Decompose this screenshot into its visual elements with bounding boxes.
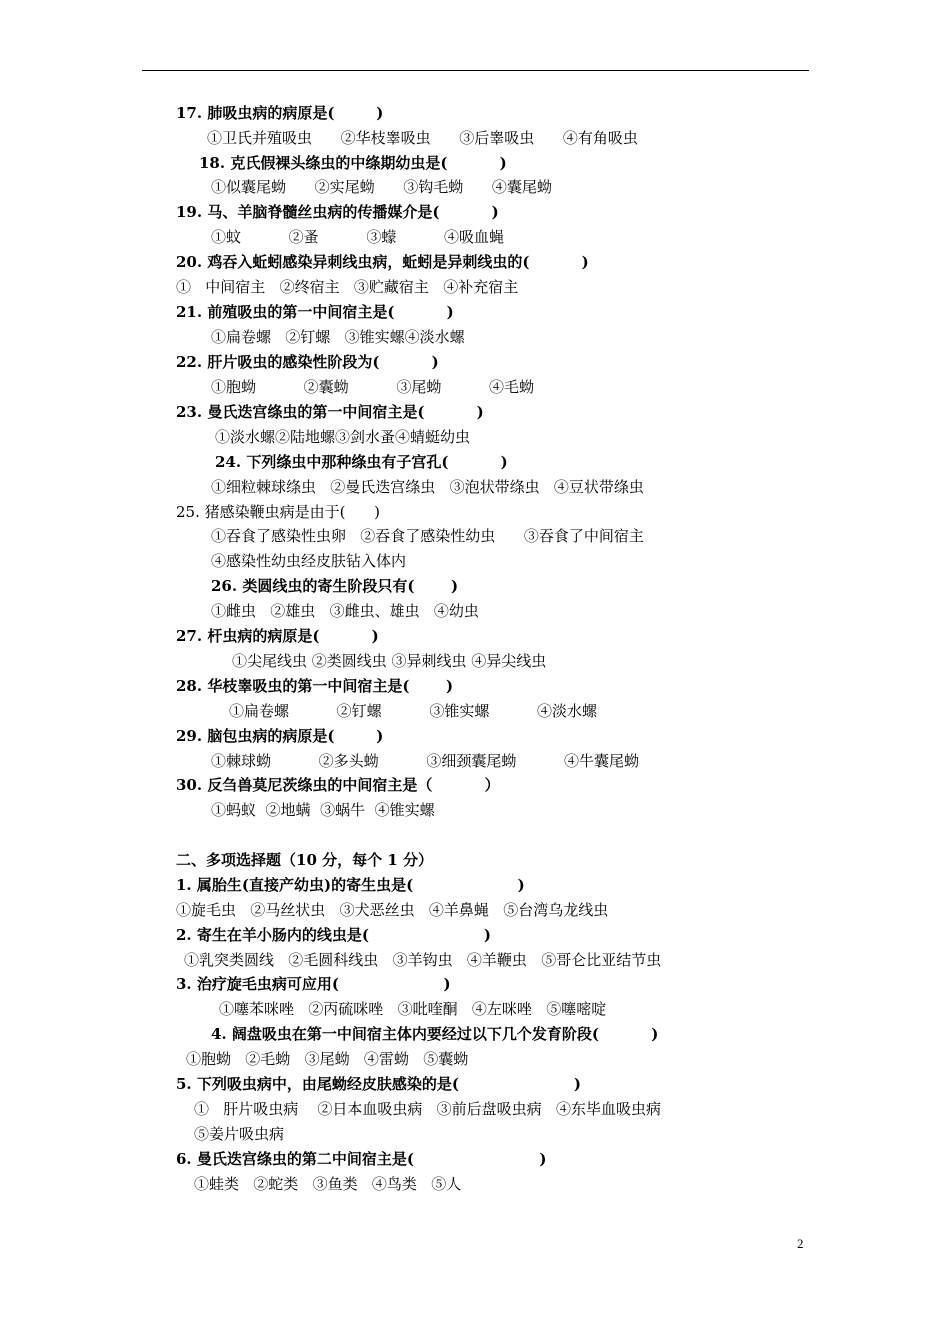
mq-1-options: ①旋毛虫 ②马丝状虫 ③犬恶丝虫 ④羊鼻蝇 ⑤台湾乌龙线虫 xyxy=(176,901,609,919)
options-19: ①蚊 ②蚤 ③蠓 ④吸血蝇 xyxy=(211,228,505,246)
options-18: ①似囊尾蚴 ②实尾蚴 ③钩毛蚴 ④囊尾蚴 xyxy=(211,178,552,196)
mq-5-options-cont: ⑤姜片吸虫病 xyxy=(194,1125,285,1143)
options-22: ①胞蚴 ②囊蚴 ③尾蚴 ④毛蚴 xyxy=(211,378,535,396)
page-number: 2 xyxy=(797,1236,804,1251)
options-26: ①雌虫 ②雄虫 ③雌虫、雄虫 ④幼虫 xyxy=(211,602,479,620)
question-18: 18. 克氏假裸头绦虫的中绦期幼虫是( ) xyxy=(199,154,507,172)
question-25: 25. 猪感染鞭虫病是由于( ) xyxy=(176,503,380,521)
options-29: ①棘球蚴 ②多头蚴 ③细颈囊尾蚴 ④牛囊尾蚴 xyxy=(211,752,640,770)
mq-4-options: ①胞蚴 ②毛蚴 ③尾蚴 ④雷蚴 ⑤囊蚴 xyxy=(186,1050,469,1068)
options-30: ①蚂蚁 ②地螨 ③蜗牛 ④锥实螺 xyxy=(211,801,435,819)
options-24: ①细粒棘球绦虫 ②曼氏迭宫绦虫 ③泡状带绦虫 ④豆状带绦虫 xyxy=(211,478,644,496)
mq-5: 5. 下列吸虫病中，由尾蚴经皮肤感染的是( ) xyxy=(176,1075,581,1093)
mq-6: 6. 曼氏迭宫绦虫的第二中间宿主是( ) xyxy=(176,1150,547,1168)
question-28: 28. 华枝睾吸虫的第一中间宿主是( ) xyxy=(176,677,454,695)
mq-2-options: ①乳突类圆线 ②毛圆科线虫 ③羊钩虫 ④羊鞭虫 ⑤哥仑比亚结节虫 xyxy=(184,951,662,969)
options-23: ①淡水螺②陆地螺③剑水蚤④蜻蜓幼虫 xyxy=(215,428,471,446)
section2-title: 二、多项选择题（10 分，每个 1 分） xyxy=(176,851,433,869)
question-24: 24. 下列绦虫中那种绦虫有子宫孔( ) xyxy=(215,453,508,471)
mq-1: 1. 属胎生(直接产幼虫)的寄生虫是( ) xyxy=(176,876,525,894)
mq-6-options: ①蛙类 ②蛇类 ③鱼类 ④鸟类 ⑤人 xyxy=(194,1175,462,1193)
options-28: ①扁卷螺 ②钉螺 ③锥实螺 ④淡水螺 xyxy=(229,702,598,720)
question-19: 19. 马、羊脑脊髓丝虫病的传播媒介是( ) xyxy=(176,203,499,221)
question-22: 22. 肝片吸虫的感染性阶段为( ) xyxy=(176,353,439,371)
header-rule xyxy=(142,70,809,71)
mq-5-options: ① 肝片吸虫病 ②日本血吸虫病 ③前后盘吸虫病 ④东毕血吸虫病 xyxy=(194,1100,661,1118)
mq-3: 3. 治疗旋毛虫病可应用( ) xyxy=(176,975,451,993)
mq-4: 4. 阔盘吸虫在第一中间宿主体内要经过以下几个发育阶段( ) xyxy=(211,1025,659,1043)
question-27: 27. 杆虫病的病原是( ) xyxy=(176,627,379,645)
question-17: 17. 肺吸虫病的病原是( ) xyxy=(176,104,384,122)
question-30: 30. 反刍兽莫尼茨绦虫的中间宿主是（ ） xyxy=(176,776,500,794)
options-25-cont: ④感染性幼虫经皮肤钻入体内 xyxy=(211,552,407,570)
question-23: 23. 曼氏迭宫绦虫的第一中间宿主是( ) xyxy=(176,403,484,421)
question-29: 29. 脑包虫病的病原是( ) xyxy=(176,727,384,745)
question-20: 20. 鸡吞入蚯蚓感染异刺线虫病，蚯蚓是异刺线虫的( ) xyxy=(176,253,589,271)
options-21: ①扁卷螺 ②钉螺 ③锥实螺④淡水螺 xyxy=(211,328,465,346)
options-17: ①卫氏并殖吸虫 ②华枝睾吸虫 ③后睾吸虫 ④有角吸虫 xyxy=(207,129,638,147)
mq-2: 2. 寄生在羊小肠内的线虫是( ) xyxy=(176,926,491,944)
question-26: 26. 类圆线虫的寄生阶段只有( ) xyxy=(211,577,459,595)
question-21: 21. 前殖吸虫的第一中间宿主是( ) xyxy=(176,303,454,321)
options-20: ① 中间宿主 ②终宿主 ③贮藏宿主 ④补充宿主 xyxy=(176,278,519,296)
options-25: ①吞食了感染性虫卵 ②吞食了感染性幼虫 ③吞食了中间宿主 xyxy=(211,527,644,545)
options-27: ①尖尾线虫 ②类圆线虫 ③异刺线虫 ④异尖线虫 xyxy=(232,652,547,670)
mq-3-options: ①噻苯咪唑 ②丙硫咪唑 ③吡喹酮 ④左咪唑 ⑤噻嘧啶 xyxy=(219,1000,607,1018)
